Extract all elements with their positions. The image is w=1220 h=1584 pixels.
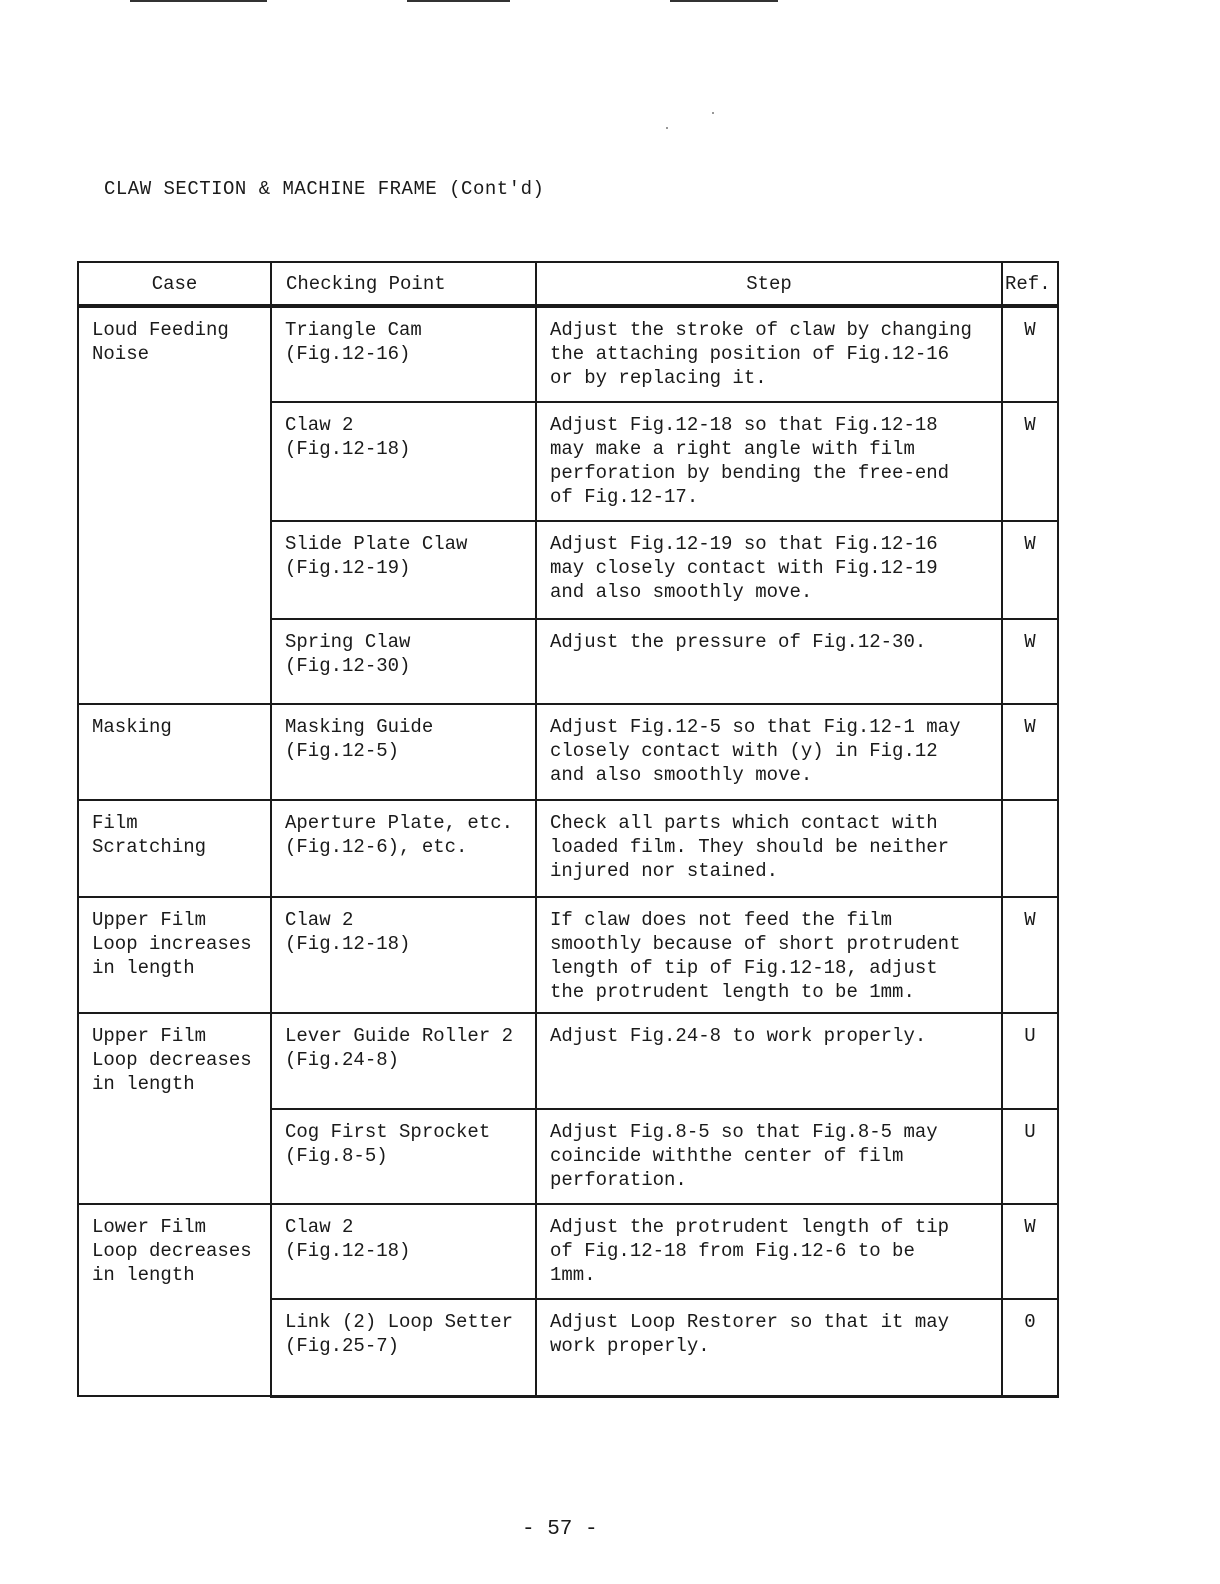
table-row [78, 704, 1058, 800]
step-cell: Adjust Fig.24-8 to work properly. [536, 1013, 1002, 1109]
scan-speck [666, 127, 668, 129]
step-cell: Adjust the stroke of claw by changing the attaching position of Fig.12-16 or by replacing it. [536, 306, 1002, 402]
table-row [78, 800, 1058, 897]
top-rule-2 [407, 0, 510, 2]
step-cell: Adjust Fig.8-5 so that Fig.8-5 may coincide withthe center of film perforation. [536, 1109, 1002, 1204]
troubleshooting-table [77, 261, 1059, 1398]
step-cell: Adjust Fig.12-18 so that Fig.12-18 may make a right angle with film perforation by bending the free-end of Fig.12-17. [536, 402, 1002, 521]
step-cell: Check all parts which contact with loaded film. They should be neither injured nor stained. [536, 800, 1002, 897]
step-cell: Adjust Loop Restorer so that it may work properly. [536, 1299, 1002, 1396]
checking-point-cell: Triangle Cam (Fig.12-16) [271, 306, 536, 402]
top-rule-1 [130, 0, 267, 2]
ref-cell: W [1002, 1204, 1058, 1299]
scan-speck [712, 112, 714, 114]
ref-cell: W [1002, 897, 1058, 1013]
table-row [78, 306, 1058, 402]
header-case: Case [78, 262, 271, 306]
case-cell: Lower Film Loop decreases in length [78, 1204, 271, 1396]
step-cell: Adjust the pressure of Fig.12-30. [536, 619, 1002, 704]
ref-cell: U [1002, 1013, 1058, 1109]
ref-cell: W [1002, 619, 1058, 704]
checking-point-cell: Aperture Plate, etc. (Fig.12-6), etc. [271, 800, 536, 897]
step-cell: Adjust Fig.12-5 so that Fig.12-1 may closely contact with (y) in Fig.12 and also smoothly move. [536, 704, 1002, 800]
page-number: - 57 - [522, 1518, 598, 1541]
checking-point-cell: Lever Guide Roller 2 (Fig.24-8) [271, 1013, 536, 1109]
ref-cell: 0 [1002, 1299, 1058, 1396]
step-cell: If claw does not feed the film smoothly because of short protrudent length of tip of Fig.12-18, adjust the protrudent length to be 1mm. [536, 897, 1002, 1013]
header-step: Step [536, 262, 1002, 306]
checking-point-cell: Claw 2 (Fig.12-18) [271, 402, 536, 521]
section-heading: CLAW SECTION & MACHINE FRAME (Cont'd) [104, 178, 545, 200]
ref-cell [1002, 800, 1058, 897]
case-cell: Loud Feeding Noise [78, 306, 271, 704]
table-row [78, 1204, 1058, 1299]
case-cell: Film Scratching [78, 800, 271, 897]
checking-point-cell: Spring Claw (Fig.12-30) [271, 619, 536, 704]
header-ref: Ref. [1002, 262, 1058, 306]
ref-cell: W [1002, 704, 1058, 800]
ref-cell: U [1002, 1109, 1058, 1204]
table-header-row [78, 262, 1058, 306]
case-cell: Upper Film Loop increases in length [78, 897, 271, 1013]
header-checking-point: Checking Point [271, 262, 536, 306]
table-row [78, 1013, 1058, 1109]
case-cell: Masking [78, 704, 271, 800]
ref-cell: W [1002, 306, 1058, 402]
checking-point-cell: Slide Plate Claw (Fig.12-19) [271, 521, 536, 619]
top-rule-3 [670, 0, 778, 2]
table-row [78, 897, 1058, 1013]
case-cell: Upper Film Loop decreases in length [78, 1013, 271, 1204]
ref-cell: W [1002, 521, 1058, 619]
step-cell: Adjust the protrudent length of tip of Fig.12-18 from Fig.12-6 to be 1mm. [536, 1204, 1002, 1299]
checking-point-cell: Claw 2 (Fig.12-18) [271, 1204, 536, 1299]
ref-cell: W [1002, 402, 1058, 521]
checking-point-cell: Claw 2 (Fig.12-18) [271, 897, 536, 1013]
checking-point-cell: Link (2) Loop Setter (Fig.25-7) [271, 1299, 536, 1396]
checking-point-cell: Masking Guide (Fig.12-5) [271, 704, 536, 800]
checking-point-cell: Cog First Sprocket (Fig.8-5) [271, 1109, 536, 1204]
step-cell: Adjust Fig.12-19 so that Fig.12-16 may closely contact with Fig.12-19 and also smoothly move. [536, 521, 1002, 619]
